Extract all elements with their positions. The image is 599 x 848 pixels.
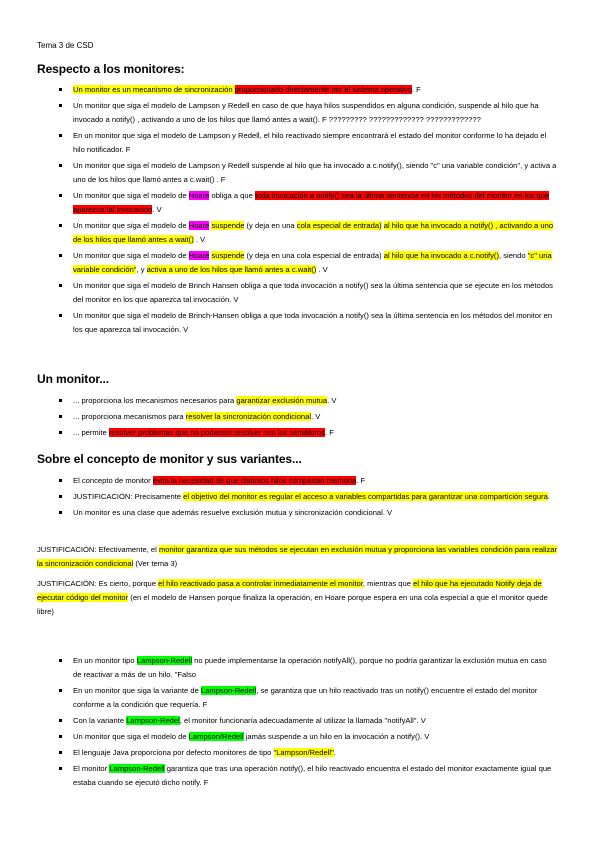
list-item xyxy=(37,490,557,504)
bullet-icon xyxy=(59,431,62,434)
bullet-icon xyxy=(59,511,62,514)
text-run: . V xyxy=(316,265,328,274)
highlighted-text: el objetivo del monitor es regular el acceso a variables compartidas para garantizar una compartición segura xyxy=(183,492,548,501)
text-run: ... permite xyxy=(73,428,109,437)
text-run: (en el modelo de Hansen porque finaliza la operación, en Hoare porque espera en una cola especial a que el monitor quede libre) xyxy=(37,593,548,616)
text-run: , y xyxy=(136,265,147,274)
list-lampson-redell xyxy=(37,654,557,792)
list-item xyxy=(37,746,557,760)
bullet-icon xyxy=(59,314,62,317)
list-item xyxy=(37,394,557,408)
bullet-icon xyxy=(59,495,62,498)
text-run: Un monitor que siga el modelo de xyxy=(73,251,189,260)
text-run: ... proporciona mecanismos para xyxy=(73,412,186,421)
text-run: Con la variante xyxy=(73,716,127,725)
highlighted-text: garantizar exclusión mutua xyxy=(236,396,328,405)
text-run: (y deja en una cola especial de entrada) xyxy=(244,251,384,260)
list-item xyxy=(37,410,557,424)
bullet-icon xyxy=(59,134,62,137)
bullet-icon xyxy=(59,224,62,227)
text-run: El concepto de monitor xyxy=(73,476,153,485)
text-run: El lenguaje Java proporciona por defecto monitores de tipo xyxy=(73,748,274,757)
list-item xyxy=(37,83,557,97)
text-run: . F xyxy=(356,476,366,485)
list-item xyxy=(37,730,557,744)
text-run: Un monitor que siga el modelo de Lampson y Redell en caso de que haya hilos suspendidos en alguna condición, suspende al hilo que ha invocado a notify() , activando a uno de los hilos que llamó antes a wait(). F ????????? ????????????? ????????????? xyxy=(73,101,539,124)
list-item xyxy=(37,506,557,520)
text-run: Un monitor que siga el modelo de xyxy=(73,191,189,200)
highlighted-text: toda invocación a notify() sea la última sentencia en los métodos del monitor en los que aparezca tal invocación xyxy=(73,191,550,214)
justificacion-paragraph-2 xyxy=(37,577,557,619)
text-run: . F xyxy=(324,428,334,437)
text-run: En un monitor que siga el modelo de Lampson y Redell, el hilo reactivado siempre encontrará el estado del monitor conforme lo ha dejado el hilo notificador. F xyxy=(73,131,547,154)
list-item xyxy=(37,684,557,712)
text-run: (Ver tema 3) xyxy=(133,559,178,568)
list-item xyxy=(37,249,557,277)
text-run: (y deja en una xyxy=(244,221,297,230)
justificacion-paragraph-1 xyxy=(37,543,557,571)
text-run: En un monitor tipo xyxy=(73,656,137,665)
text-run: . V xyxy=(327,396,337,405)
highlighted-text: Lampson-Redell xyxy=(136,656,193,665)
bullet-icon xyxy=(59,284,62,287)
bullet-icon xyxy=(59,479,62,482)
bullet-icon xyxy=(59,719,62,722)
text-run: . V xyxy=(193,235,206,244)
list-item xyxy=(37,279,557,307)
text-run: Un monitor que siga el modelo de xyxy=(73,221,189,230)
highlighted-text: suspende xyxy=(211,251,245,260)
highlighted-text: evita la necesidad de que distintos hilos compartan memoria xyxy=(152,476,357,485)
highlighted-text: Lampson-Redel xyxy=(126,716,180,725)
text-run: El monitor xyxy=(73,764,110,773)
highlighted-text: resolver problemas que no podemos resolver con los semáforos xyxy=(108,428,325,437)
text-run: , se garantiza que un hilo reactivado tras un notify() encuentre el estado del monitor conforme a la condición que requería. F xyxy=(73,686,538,709)
text-run: . F xyxy=(411,85,421,94)
text-run: Un monitor que siga el modelo de Brinch Hansen obliga a que toda invocación a notify() sea la última sentencia que se ejecute en los métodos del monitor en los que aparezca tal invocación. V xyxy=(73,281,553,304)
highlighted-text: Hoare xyxy=(188,191,210,200)
highlighted-text: cola especial de entrada) xyxy=(296,221,382,230)
bullet-icon xyxy=(59,399,62,402)
list-item xyxy=(37,474,557,488)
bullet-icon xyxy=(59,194,62,197)
text-run: Un monitor que siga el modelo de Lampson y Redell suspende al hilo que ha invocado a c.notify(), siendo "c" una variable condición", y activa a uno de los hilos que llamó antes a c.wait() . F xyxy=(73,161,557,184)
list-item xyxy=(37,762,557,790)
bullet-icon xyxy=(59,88,62,91)
text-run: , el monitor funcionaría adecuadamente al utilizar la llamada "notifyAll". V xyxy=(179,716,426,725)
text-run: JUSTIFICACIÓN: Precisamente xyxy=(73,492,184,501)
list-item xyxy=(37,309,557,337)
heading-respecto-monitores: Respecto a los monitores: xyxy=(37,62,185,76)
list-item xyxy=(37,159,557,187)
text-run: , siendo xyxy=(498,251,528,260)
text-run: no puede implementarse la operación notifyAll(), porque no podría garantizar la exclusión mutua en caso de reactivar a más de un hilo. "Falso xyxy=(73,656,547,679)
list-item xyxy=(37,426,557,440)
text-run: jamás suspende a un hilo en la invocación a notify(). V xyxy=(243,732,430,741)
bullet-icon xyxy=(59,164,62,167)
text-run: . xyxy=(547,492,550,501)
text-run: Un monitor que siga el modelo de Brinch-Hansen obliga a que toda invocación a notify() sea la última sentencia en los métodos del monitor en los que aparezca tal invocación. V xyxy=(73,311,553,334)
highlighted-text: resolver la sincronización condicional xyxy=(185,412,312,421)
highlighted-text: al hilo que ha invocado a notify() , activando a uno de los hilos que llamó antes a wait() xyxy=(73,221,554,244)
highlighted-text: monitor garantiza que sus métodos se ejecutan en exclusión mutua y proporciona las variables condición para realizar la sincronización condicional xyxy=(37,545,558,568)
text-run: garantiza que tras una operación notify(), el hilo reactivado encuentra el estado del monitor exactamente igual que estaba cuando se ejecutó dicho notify. F xyxy=(73,764,552,787)
highlighted-text: el hilo reactivado pasa a controlar inmediatamente el monitor xyxy=(158,579,363,588)
highlighted-text: Hoare xyxy=(188,221,210,230)
bullet-icon xyxy=(59,254,62,257)
list-item xyxy=(37,129,557,157)
list-un-monitor xyxy=(37,394,557,442)
highlighted-text: Lampson/Redell xyxy=(188,732,244,741)
list-item xyxy=(37,654,557,682)
highlighted-text: "c" una variable condición" xyxy=(73,251,552,274)
text-run: . V xyxy=(311,412,321,421)
bullet-icon xyxy=(59,104,62,107)
bullet-icon xyxy=(59,415,62,418)
highlighted-text: activa a uno de los hilos que llamó antes a c.wait() xyxy=(146,265,317,274)
heading-un-monitor: Un monitor... xyxy=(37,372,110,386)
highlighted-text: Hoare xyxy=(188,251,210,260)
text-run: En un monitor que siga la variante de xyxy=(73,686,201,695)
highlighted-text: Lampson-Redell xyxy=(109,764,165,773)
text-run: , mientras que xyxy=(362,579,414,588)
heading-concepto-monitor: Sobre el concepto de monitor y sus variantes... xyxy=(37,452,302,466)
text-run: . xyxy=(333,748,336,757)
bullet-icon xyxy=(59,751,62,754)
text-run: ... proporciona los mecanismos necesarios para xyxy=(73,396,237,405)
list-concepto-monitor xyxy=(37,474,557,522)
list-item xyxy=(37,99,557,127)
highlighted-text: Un monitor es un mecanismo de sincronización xyxy=(73,85,235,94)
text-run: JUSTIFICACIÓN: Efectivamente, el xyxy=(37,545,159,554)
bullet-icon xyxy=(59,767,62,770)
highlighted-text: al hilo que ha invocado a c.notify() xyxy=(383,251,499,260)
highlighted-text: suspende xyxy=(211,221,245,230)
text-run: Un monitor que siga el modelo de xyxy=(73,732,189,741)
list-item xyxy=(37,219,557,247)
list-respecto-monitores xyxy=(37,83,557,339)
bullet-icon xyxy=(59,689,62,692)
text-run: JUSTIFICACIÓN: Es cierto, porque xyxy=(37,579,159,588)
text-run: . V xyxy=(152,205,162,214)
highlighted-text: Lampson-Redell xyxy=(200,686,257,695)
text-run: Un monitor es una clase que además resuelve exclusión mutua y sincronización condicional. V xyxy=(73,508,393,517)
highlighted-text: "Lampson/Redell" xyxy=(273,748,334,757)
text-run: obliga a que xyxy=(209,191,255,200)
bullet-icon xyxy=(59,659,62,662)
highlighted-text: el hilo que ha ejecutado Notify deja de ejecutar código del monitor xyxy=(37,579,542,602)
highlighted-text: proporcionado directamente por el sistema operativo xyxy=(234,85,412,94)
page-header: Tema 3 de CSD xyxy=(37,41,94,50)
list-item xyxy=(37,189,557,217)
list-item xyxy=(37,714,557,728)
bullet-icon xyxy=(59,735,62,738)
